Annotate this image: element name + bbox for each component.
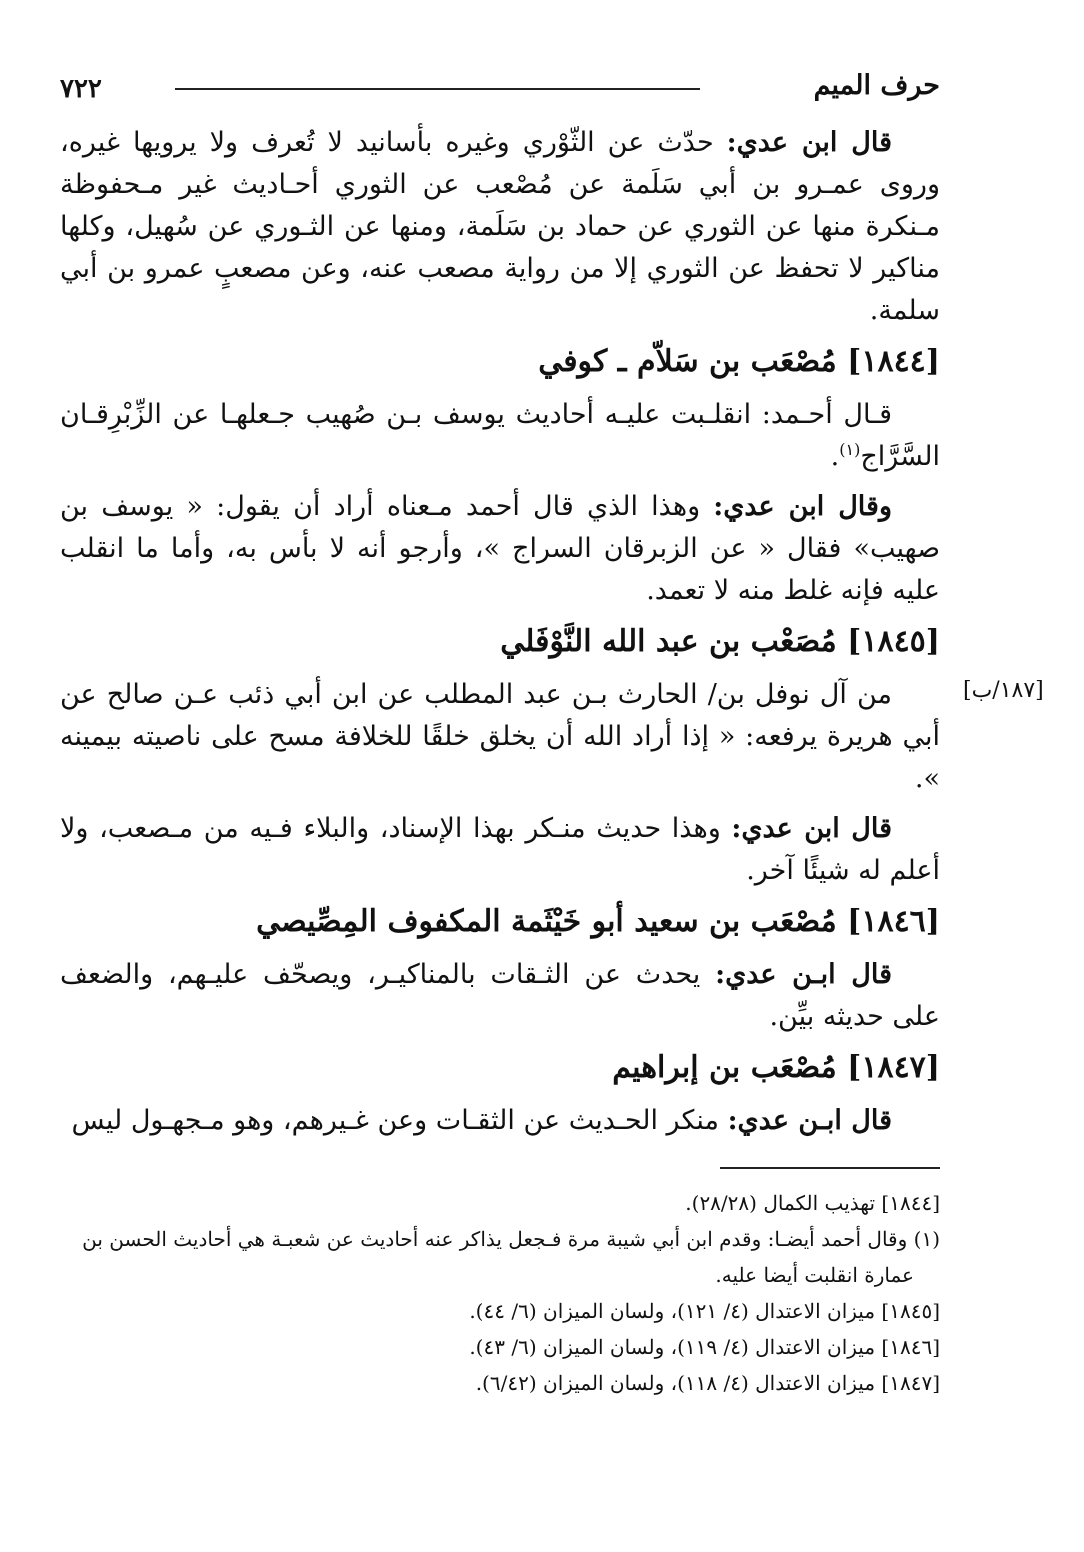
footnote-reference: (١): [839, 440, 861, 459]
paragraph: [60, 808, 940, 892]
entry-heading-1844: [١٨٤٤] مُصْعَب بن سَلاّم ـ كوفي: [538, 344, 940, 379]
paragraph-text: من آل نوفل بن/ الحارث بـن عبد المطلب عن ابن أبي ذئب عـن صالح عن أبي هريرة يرفعه: « إذا أراد الله أن يخلق خلقًا للخلافة مسح على ناصيته بيمينه ».: [60, 679, 940, 794]
paragraph: [60, 954, 940, 1038]
footnotes: [60, 1186, 940, 1402]
paragraph-text: قـال أحـمد: انقلـبت عليـه أحاديث يوسف بـن صُهيب جـعلهـا عن الزِّبْرِقـان السَّرَّاج: [60, 399, 940, 472]
footnote: (١) وقال أحمد أيضـا: وقدم ابن أبي شيبة مرة فـجعل يذاكر عنه أحاديث عن شعبـة هي أحاديث الحسن بن: [82, 1227, 940, 1251]
paragraph-text: منكر الحـديث عن الثقـات وعن غـيرهم، وهو مـجهـول ليس: [71, 1105, 719, 1136]
paragraph-lead: قال ابن عدي:: [731, 813, 892, 844]
footnote: [١٨٤٧] ميزان الاعتدال (٤/ ١١٨)، ولسان الميزان (٦/٤٢).: [475, 1371, 940, 1395]
paragraph: [60, 1100, 940, 1142]
entry-heading-1847: [١٨٤٧] مُصْعَب بن إبراهيم: [612, 1050, 940, 1085]
footnote: [١٨٤٥] ميزان الاعتدال (٤/ ١٢١)، ولسان الميزان (٦/ ٤٤).: [469, 1299, 940, 1323]
page-number: ٧٢٢: [60, 74, 102, 104]
footnote: [١٨٤٤] تهذيب الكمال (٢٨/٢٨).: [685, 1191, 940, 1215]
paragraph-lead: وقال ابن عدي:: [713, 491, 892, 522]
footnote-separator: [720, 1167, 940, 1169]
paragraph-text: يحدث عن الثـقات بالمناكيـر، ويصحّف عليـهم، والضعف على حديثه بيِّن.: [60, 959, 940, 1032]
paragraph: [60, 122, 940, 332]
paragraph-lead: قال ابن عدي:: [726, 127, 892, 158]
entry-heading-1845: [١٨٤٥] مُصَعْب بن عبد الله النَّوْفَلي: [500, 624, 940, 659]
paragraph-text: وهذا الذي قال أحمد مـعناه أراد أن يقول: « يوسف بن صهيب» فقال « عن الزبرقان السراج »، وأرجو أنه لا بأس به، وأما ما انقلب عليه فإنه غلط منه لا تعمد.: [60, 491, 940, 606]
paragraph: [60, 394, 940, 478]
main-text: [60, 122, 940, 1150]
paragraph-end: .: [830, 441, 840, 472]
running-title: حرف الميم: [813, 70, 940, 101]
page-header: [60, 66, 940, 106]
paragraph: [60, 486, 940, 612]
footnote: [١٨٤٦] ميزان الاعتدال (٤/ ١١٩)، ولسان الميزان (٦/ ٤٣).: [469, 1335, 940, 1359]
manuscript-folio-note: [١٨٧/ب]: [963, 678, 1044, 703]
entry-heading-1846: [١٨٤٦] مُصْعَب بن سعيد أبو خَيْثَمة المكفوف المِصِّيصي: [256, 904, 940, 939]
paragraph-lead: قال ابـن عدي:: [715, 959, 892, 990]
paragraph: [60, 674, 940, 800]
paragraph-text: وهذا حديث منـكر بهذا الإسناد، والبلاء فـيه من مـصعب، ولا أعلم له شيئًا آخر.: [60, 813, 940, 886]
paragraph-lead: قال ابـن عدي:: [727, 1105, 892, 1136]
header-rule: [175, 88, 700, 90]
footnote-continuation: عمارة انقلبت أيضا عليه.: [715, 1263, 914, 1287]
paragraph-text: حدّث عن الثّوْري وغيره بأسانيد لا تُعرف ولا يرويها غيره، وروى عمـرو بن أبي سَلَمة عن مُصْعب عن الثوري أحـاديث غير مـحفوظة مـنكرة منها عن الثوري عن حماد بن سَلَمة، ومنها عن الثـوري عن سُهيل، وكلها مناكير لا تحفظ عن الثوري إلا من رواية مصعب عنه، وعن مصعبٍ عمرو بن أبي سلمة.: [60, 127, 940, 326]
